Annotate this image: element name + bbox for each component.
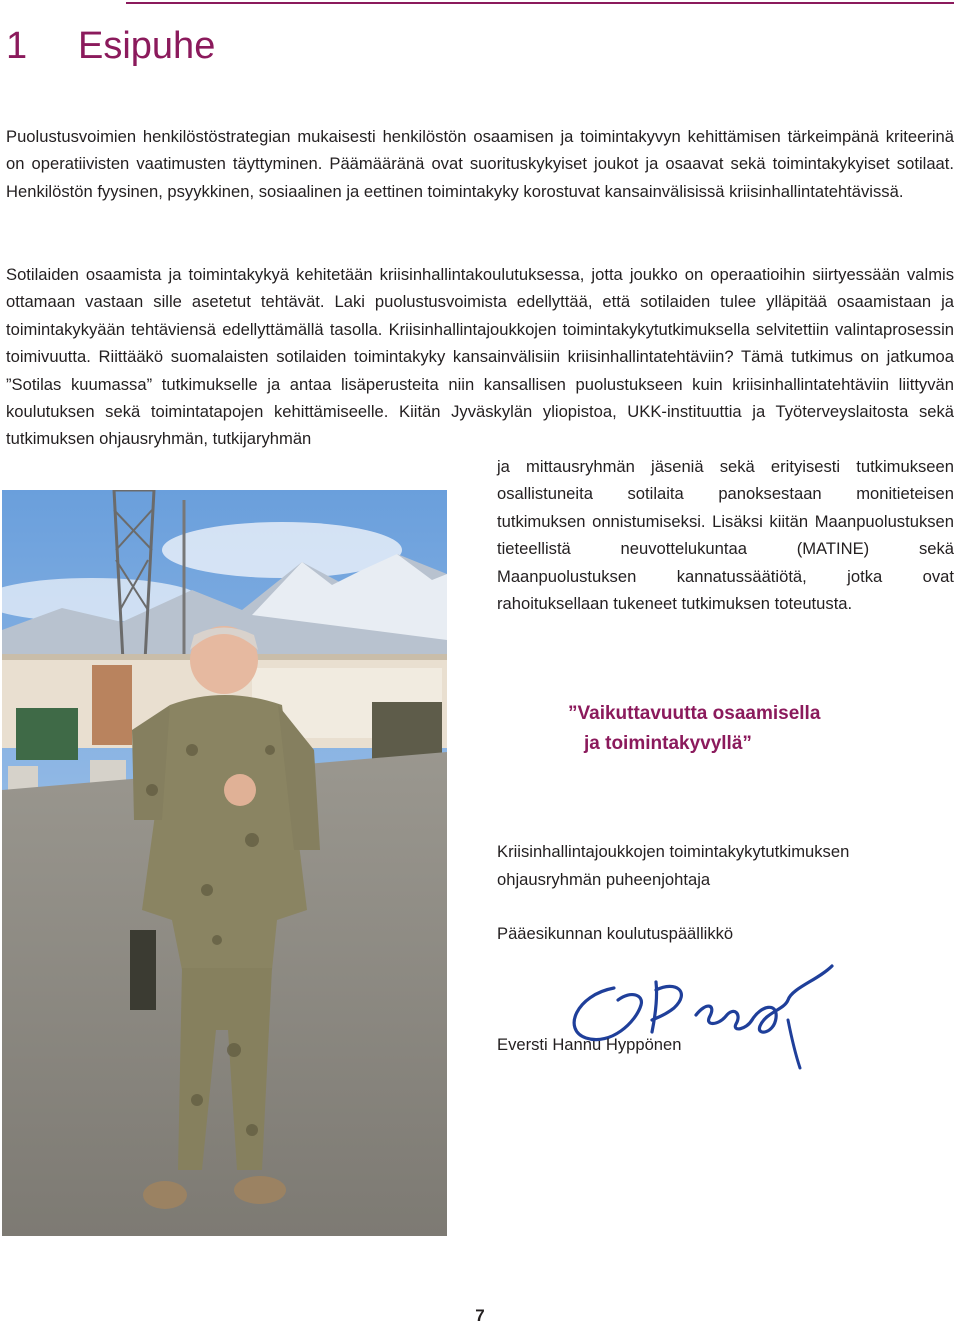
signer-role-1: Kriisinhallintajoukkojen toimintakykytutkimuksen ohjausryhmän puheenjohtaja xyxy=(497,842,850,889)
signer-name: Eversti Hannu Hyppönen xyxy=(497,1035,682,1054)
chapter-title: Esipuhe xyxy=(78,25,216,67)
second-paragraph: Sotilaiden osaamista ja toimintakykyä kehitetään kriisinhallintakoulutuksessa, jotta joukko on operaatioihin siirtyessään valmis ottamaan vastaan sille asetetut tehtävät. Laki puolustusvoimista edellyttää, että sotilaiden tulee ylläpitää osaamistaan ja toimintakykyään tehtäviensä edellyttämällä tasolla. Kriisinhallintajoukkojen toimintakykytutkimuksella selvitettiin valintaprosessin toimivuutta. Riittääkö suomalaisten sotilaiden toimintakyky kansainvälisiin kriisinhallintatehtäviin? Tämä tutkimus on jatkumoa ”Sotilas kuumassa” tutkimukselle ja antaa lisäperusteita niin kansallisen puolustukseen kuin kriisinhallintatehtäviin liittyvän koulutuksen sekä toimintatapojen kehittämiseelle. Kiitän Jyväskylän yliopistoa, UKK-instituuttia ja Työterveyslaitosta sekä tutkimuksen ohjausryhmän, tutkijaryhmän xyxy=(6,265,954,449)
top-rule xyxy=(126,2,954,4)
soldier-photo xyxy=(2,490,447,1236)
side-paragraph: ja mittausryhmän jäseniä sekä erityisesti tutkimukseen osallistuneita sotilaita panoksestaan monitieteisen tutkimuksen onnistumiseksi. Lisäksi kiitän Maanpuolustuksen tieteellistä neuvottelukuntaa (MATINE) sekä Maanpuolustuksen kannatussäätiötä, jotka ovat rahoituksellaan tukeneet tutkimuksen toteutusta. xyxy=(497,457,954,614)
pull-quote xyxy=(568,699,820,759)
chapter-heading xyxy=(6,18,215,74)
quote-line-1: ”Vaikuttavuutta osaamisella xyxy=(568,703,821,724)
chapter-number: 1 xyxy=(6,25,28,67)
signer-role-2: Pääesikunnan koulutuspäällikkö xyxy=(497,924,734,943)
intro-paragraph: Puolustusvoimien henkilöstöstrategian mukaisesti henkilöstön osaamisen ja toimintakyvyn kehittämisen tärkeimpänä kriteerinä on operatiivisten vaatimusten täyttyminen. Päämääränä ovat suorituskykyiset joukot ja osaavat sekä toimintakykyiset sotilaat. Henkilöstön fyysinen, psyykkinen, sosiaalinen ja eettinen toimintakyky korostuvat kansainvälisissä kriisinhallintatehtävissä. xyxy=(6,127,954,201)
quote-line-2: ja toimintakyvyllä” xyxy=(584,733,752,754)
page-number: 7 xyxy=(475,1306,485,1325)
